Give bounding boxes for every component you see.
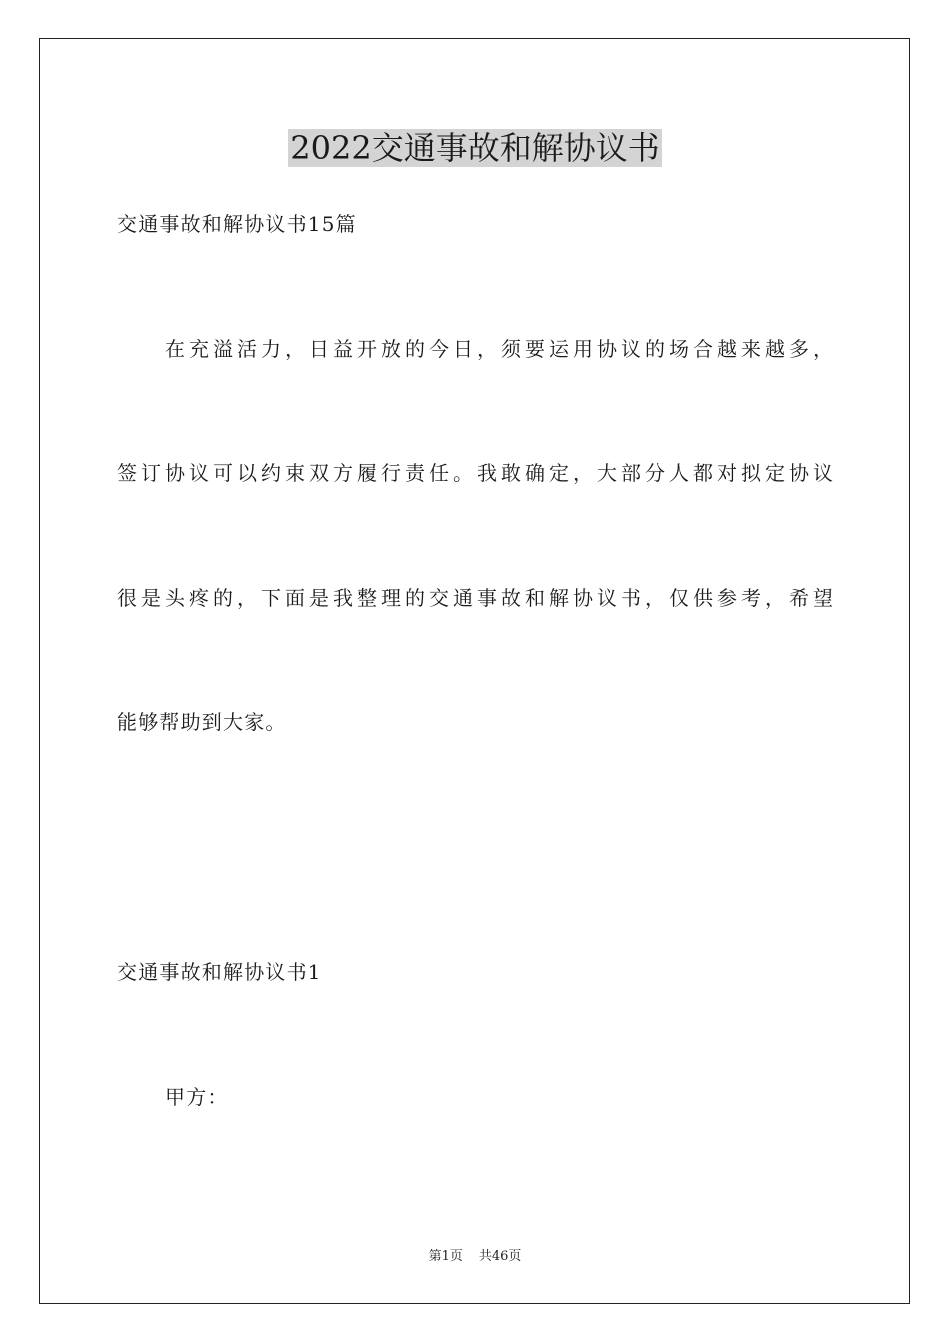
page-number-current: 第1页 <box>428 1249 463 1264</box>
intro-line-1: 在充溢活力，日益开放的今日，须要运用协议的场合越来越多， <box>165 337 833 361</box>
intro-line-3: 很是头疼的，下面是我整理的交通事故和解协议书，仅供参考，希望 <box>117 586 833 610</box>
section-heading: 交通事故和解协议书1 <box>117 960 322 984</box>
intro-line-4: 能够帮助到大家。 <box>117 710 287 734</box>
document-subtitle: 交通事故和解协议书15篇 <box>117 212 357 236</box>
page-number-total: 共46页 <box>478 1249 522 1264</box>
document-title-text: 2022交通事故和解协议书 <box>290 129 660 167</box>
document-title <box>0 128 950 168</box>
page-footer <box>0 1248 950 1266</box>
intro-line-2: 签订协议可以约束双方履行责任。我敢确定，大部分人都对拟定协议 <box>117 461 833 485</box>
party-a-label: 甲方： <box>165 1085 229 1109</box>
